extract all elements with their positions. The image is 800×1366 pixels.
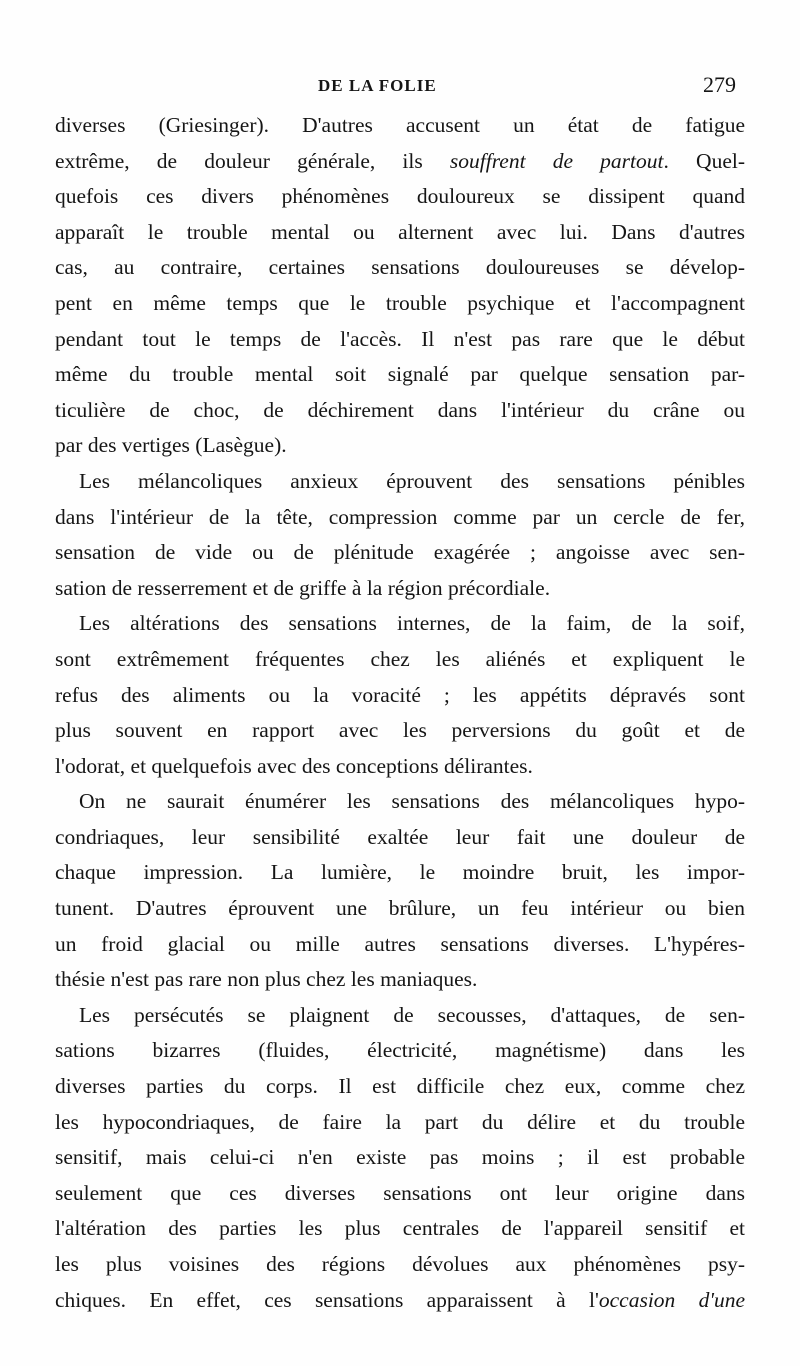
paragraph-start: On ne saurait énumérer les sensations des mélancoliques hypo- (79, 789, 745, 814)
paragraph-start: Les mélancoliques anxieux éprouvent des sensations pénibles (79, 468, 745, 493)
text-line: diverses parties du corps. Il est difficile chez eux, comme chez (55, 1074, 745, 1099)
text-line: thésie n'est pas rare non plus chez les maniaques. (55, 967, 478, 992)
text-line: extrême, de douleur générale, ils souffrent de partout. Quel- (55, 148, 745, 173)
text-line: quefois ces divers phénomènes douloureux se dissipent quand (55, 184, 745, 209)
text-line: sont extrêmement fréquentes chez les aliénés et expliquent le (55, 646, 745, 671)
text-line: sensation de vide ou de plénitude exagérée ; angoisse avec sen- (55, 540, 745, 565)
text-line: chaque impression. La lumière, le moindre bruit, les impor- (55, 860, 745, 885)
italic-phrase: souffrent de partout (449, 148, 664, 173)
text-line: pendant tout le temps de l'accès. Il n'est pas rare que le début (55, 326, 745, 351)
running-title: DE LA FOLIE (318, 76, 437, 95)
text-line: condriaques, leur sensibilité exaltée leur fait une douleur de (55, 824, 745, 849)
text-line: diverses (Griesinger). D'autres accusent un état de fatigue (55, 113, 745, 137)
text-line: chiques. En effet, ces sensations apparaissent à l'occasion d'une (55, 1287, 745, 1312)
text-line: par des vertiges (Lasègue). (55, 433, 287, 458)
text-line: sensitif, mais celui-ci n'en existe pas moins ; il est probable (55, 1145, 745, 1170)
page-number: 279 (703, 72, 736, 97)
text-line: sation de resserrement et de griffe à la région précordiale. (55, 575, 551, 600)
text-line: dans l'intérieur de la tête, compression comme par un cercle de fer, (55, 504, 745, 529)
text-line: refus des aliments ou la voracité ; les appétits dépravés sont (55, 682, 745, 707)
text-line: tunent. D'autres éprouvent une brûlure, un feu intérieur ou bien (55, 896, 745, 921)
text-line: pent en même temps que le trouble psychique et l'accompagnent (55, 290, 745, 315)
italic-phrase: occasion d'une (598, 1287, 745, 1312)
paragraph-start: Les altérations des sensations internes, de la faim, de la soif, (79, 611, 745, 636)
running-head (0, 72, 800, 100)
body-text (55, 108, 745, 1318)
text-line: l'odorat, et quelquefois avec des conceptions délirantes. (55, 753, 533, 778)
text-line: l'altération des parties les plus centrales de l'appareil sensitif et (55, 1216, 745, 1241)
text-line: les plus voisines des régions dévolues aux phénomènes psy- (55, 1252, 745, 1276)
text-line: seulement que ces diverses sensations ont leur origine dans (55, 1180, 745, 1205)
text-line: cas, au contraire, certaines sensations douloureuses se dévelop- (55, 255, 745, 280)
text-line: apparaît le trouble mental ou alternent avec lui. Dans d'autres (55, 219, 745, 244)
text-line: les hypocondriaques, de faire la part du délire et du trouble (55, 1109, 745, 1134)
text-line: sations bizarres (fluides, électricité, magnétisme) dans les (55, 1038, 745, 1063)
text-line: plus souvent en rapport avec les perversions du goût et de (55, 718, 745, 743)
text-line: un froid glacial ou mille autres sensations diverses. L'hypéres- (55, 931, 745, 956)
text-line: ticulière de choc, de déchirement dans l'intérieur du crâne ou (55, 397, 745, 422)
text-line: même du trouble mental soit signalé par quelque sensation par- (55, 362, 745, 387)
paragraph-start: Les persécutés se plaignent de secousses, d'attaques, de sen- (79, 1002, 745, 1027)
